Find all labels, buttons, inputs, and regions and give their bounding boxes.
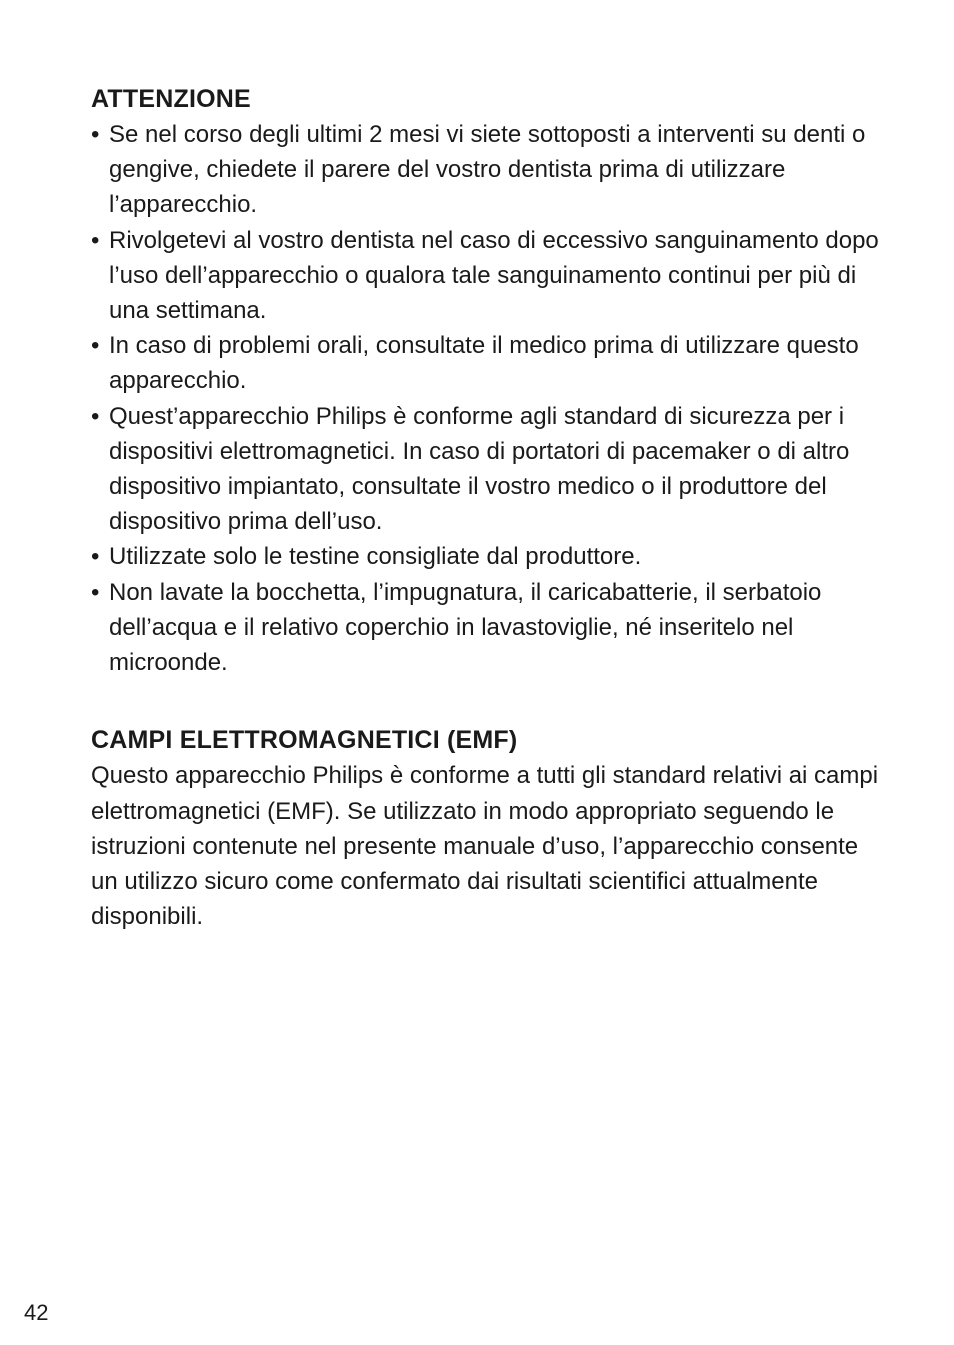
warning-heading: ATTENZIONE [91, 85, 251, 113]
warning-item [91, 223, 881, 329]
warning-section [91, 82, 881, 680]
emf-paragraph: Questo apparecchio Philips è conforme a tutti gli standard relativi ai campi elettromagnetici (EMF). Se utilizzato in modo appropriato seguendo le istruzioni contenute nel presente manuale d’uso, l’apparecchio consente un utilizzo sicuro come confermato dai risultati scientifici attualmente disponibili. [91, 762, 879, 931]
bullet-icon: • [91, 226, 100, 254]
bullet-icon: • [91, 402, 100, 430]
warning-item [91, 575, 881, 681]
warning-item-text: Se nel corso degli ultimi 2 mesi vi siete sottoposti a interventi su denti o gengive, chiedete il parere del vostro dentista prima di utilizzare l’apparecchio. [109, 121, 866, 219]
warning-item-text: Utilizzate solo le testine consigliate dal produttore. [109, 543, 642, 571]
emf-section [91, 723, 881, 934]
warning-item [91, 399, 881, 540]
warning-item [91, 328, 881, 398]
bullet-icon: • [91, 543, 100, 571]
warning-item [91, 117, 881, 223]
emf-heading: CAMPI ELETTROMAGNETICI (EMF) [91, 726, 518, 755]
warning-item-text: In caso di problemi orali, consultate il medico prima di utilizzare questo apparecchio. [109, 332, 859, 395]
bullet-icon: • [91, 578, 100, 606]
warning-item-text: Rivolgetevi al vostro dentista nel caso di eccessivo sanguinamento dopo l’uso dell’apparecchio o qualora tale sanguinamento continui per più di una settimana. [109, 226, 879, 325]
bullet-icon: • [91, 121, 100, 148]
page-number: 42 [24, 1300, 49, 1325]
warning-list [91, 117, 881, 680]
warning-item [91, 539, 881, 574]
warning-item-text: Quest’apparecchio Philips è conforme agli standard di sicurezza per i dispositivi elettromagnetici. In caso di portatori di pacemaker o di altro dispositivo impiantato, consultate il vostro medico o il produttore del dispositivo prima dell’uso. [109, 402, 850, 536]
manual-page [91, 82, 881, 935]
warning-item-text: Non lavate la bocchetta, l’impugnatura, il caricabatterie, il serbatoio dell’acqua e il relativo coperchio in lavastoviglie, né inseritelo nel microonde. [109, 578, 822, 677]
bullet-icon: • [91, 332, 100, 360]
